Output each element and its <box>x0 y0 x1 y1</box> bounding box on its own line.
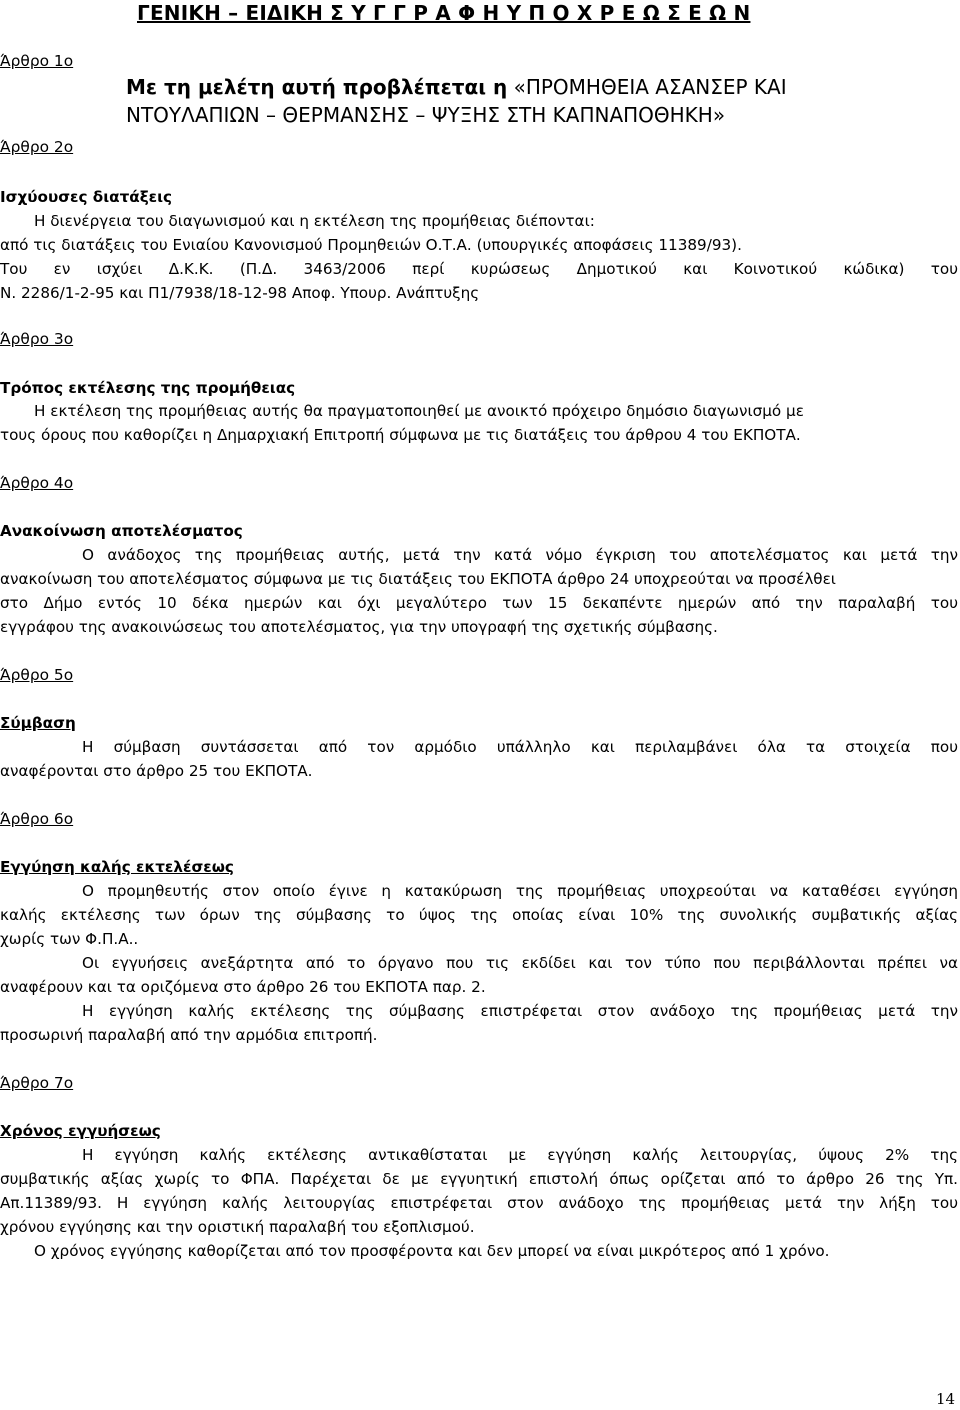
section-7-line: συμβατικής αξίας χωρίς το ΦΠΑ. Παρέχεται δε με εγγυητική επιστολή όπως ορίζεται από το άρθρο 26 της Υπ. <box>0 1170 958 1188</box>
section-6-line: χωρίς των Φ.Π.Α.. <box>0 930 139 948</box>
article-6-label: Άρθρο 6ο <box>0 810 74 828</box>
section-5-body <box>0 735 958 783</box>
section-6-line: καλής εκτέλεσης των όρων της σύμβασης το ύψος της οποίας είναι 10% της συνολικής συμβατικής αξίας <box>0 906 958 924</box>
article-5-label: Άρθρο 5ο <box>0 666 74 684</box>
section-3-line: τους όρους που καθορίζει η Δημαρχιακή Επιτροπή σύμφωνα με τις διατάξεις του άρθρου 4 του ΕΚΠΟΤΑ. <box>0 426 801 444</box>
section-4-heading: Ανακοίνωση αποτελέσματος <box>0 522 243 540</box>
section-3-line: Η εκτέλεση της προμήθειας αυτής θα πραγματοποιηθεί με ανοικτό πρόχειρο δημόσιο διαγωνισμό με <box>34 402 804 420</box>
section-7-body <box>0 1143 958 1263</box>
section-6-line: αναφέρουν και τα οριζόμενα στο άρθρο 26 του ΕΚΠΟΤΑ παρ. 2. <box>0 978 486 996</box>
section-5-line: Η σύμβαση συντάσσεται από τον αρμόδιο υπάλληλο και περιλαμβάνει όλα τα στοιχεία που <box>82 738 958 756</box>
section-5-line: αναφέρονται στο άρθρο 25 του ΕΚΠΟΤΑ. <box>0 762 313 780</box>
section-6-heading: Εγγύηση καλής εκτελέσεως <box>0 858 234 876</box>
section-3-heading: Τρόπος εκτέλεσης της προμήθειας <box>0 379 296 397</box>
document-title: ΓΕΝΙΚΗ – ΕΙΔΙΚΗ Σ Υ Γ Γ Ρ Α Φ Η Υ Π Ο Χ Ρ Ε Ω Σ Ε Ω Ν <box>137 1 751 25</box>
section-7-line: χρόνου εγγύησης και την οριστική παραλαβή του εξοπλισμού. <box>0 1218 475 1236</box>
subject-line-1-rest: «ΠΡΟΜΗΘΕΙΑ ΑΣΑΝΣΕΡ ΚΑΙ <box>507 75 787 99</box>
section-6-body <box>0 879 958 1047</box>
section-5-heading: Σύμβαση <box>0 714 76 732</box>
subject-line-2: ΝΤΟΥΛΑΠΙΩΝ – ΘΕΡΜΑΝΣΗΣ – ΨΥΞΗΣ ΣΤΗ ΚΑΠΝΑΠΟΘΗΚΗ» <box>126 103 726 127</box>
section-6-line: προσωρινή παραλαβή από την αρμόδια επιτροπή. <box>0 1026 378 1044</box>
article-2-label: Άρθρο 2ο <box>0 138 74 156</box>
section-7-line: Απ.11389/93. Η εγγύηση καλής λειτουργίας επιστρέφεται στον ανάδοχο της προμήθειας μετά την λήξη του <box>0 1194 958 1212</box>
section-4-line: Ο ανάδοχος της προμήθειας αυτής, μετά την κατά νόμο έγκριση του αποτελέσματος και μετά την <box>82 546 958 564</box>
section-7-line: Ο χρόνος εγγύησης καθορίζεται από τον προσφέροντα και δεν μπορεί να είναι μικρότερος από 1 χρόνο. <box>34 1242 830 1260</box>
section-4-line: στο Δήμο εντός 10 δέκα ημερών και όχι μεγαλύτερο των 15 δεκαπέντε ημερών από την παραλαβή του <box>0 594 958 612</box>
subject-line-1-bold: Με τη μελέτη αυτή προβλέπεται η <box>126 75 508 99</box>
section-2-line: από τις διατάξεις του Ενιαίου Κανονισμού Προμηθειών Ο.Τ.Α. (υπουργικές αποφάσεις 11389/93). <box>0 236 742 254</box>
section-3-body <box>0 399 958 447</box>
article-7-label: Άρθρο 7ο <box>0 1074 74 1092</box>
section-4-line: εγγράφου της ανακοινώσεως του αποτελέσματος, για την υπογραφή της σχετικής σύμβασης. <box>0 618 718 636</box>
section-6-line: Ο προμηθευτής στον οποίο έγινε η κατακύρωση της προμήθειας υποχρεούται να καταθέσει εγγύηση <box>82 882 958 900</box>
page-number: 14 <box>936 1390 956 1408</box>
section-6-line: Οι εγγυήσεις ανεξάρτητα από το όργανο που τις εκδίδει και τον τύπο που περιβάλλονται πρέπει να <box>82 954 958 972</box>
section-7-heading: Χρόνος εγγυήσεως <box>0 1122 161 1140</box>
section-4-line: ανακοίνωση του αποτελέσματος σύμφωνα με τις διατάξεις του ΕΚΠΟΤΑ άρθρο 24 υποχρεούται να προσέλθει <box>0 570 836 588</box>
section-2-line: Η διενέργεια του διαγωνισμού και η εκτέλεση της προμήθειας διέπονται: <box>34 212 595 230</box>
article-4-label: Άρθρο 4ο <box>0 474 74 492</box>
section-2-line: Του εν ισχύει Δ.Κ.Κ. (Π.Δ. 3463/2006 περί κυρώσεως Δημοτικού και Κοινοτικού κώδικα) του <box>0 260 958 278</box>
article-1-label: Άρθρο 1ο <box>0 52 74 70</box>
section-7-line: Η εγγύηση καλής εκτέλεσης αντικαθίσταται με εγγύηση καλής λειτουργίας, ύψους 2% της <box>82 1146 958 1164</box>
section-2-line: Ν. 2286/1-2-95 και Π1/7938/18-12-98 Αποφ. Υπουρ. Ανάπτυξης <box>0 284 480 302</box>
section-4-body <box>0 543 958 639</box>
article-3-label: Άρθρο 3ο <box>0 330 74 348</box>
subject-line-1 <box>126 74 787 100</box>
section-6-line: Η εγγύηση καλής εκτέλεσης της σύμβασης επιστρέφεται στον ανάδοχο της προμήθειας μετά την <box>82 1002 958 1020</box>
section-2-body <box>0 209 958 305</box>
section-2-heading: Ισχύουσες διατάξεις <box>0 188 173 206</box>
